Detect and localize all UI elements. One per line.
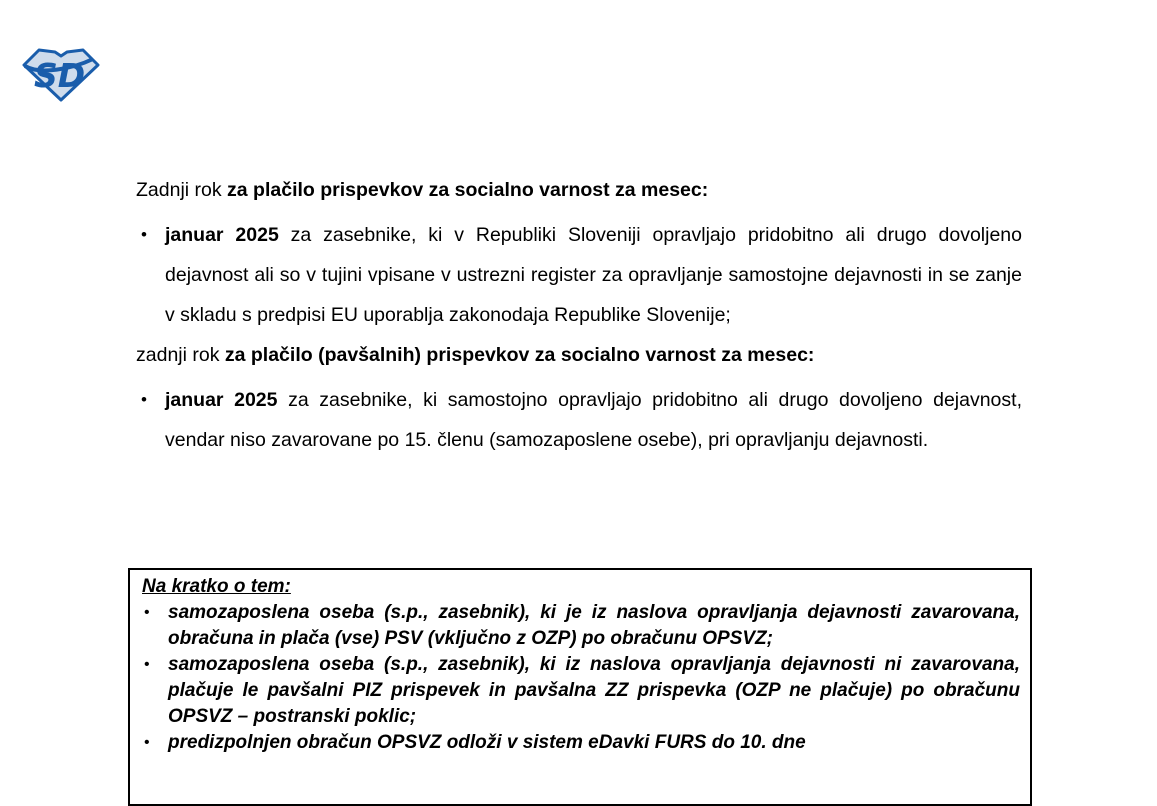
info-box-item: [142, 652, 1020, 730]
heading2-bold: za plačilo (pavšalnih) prispevkov za socialno varnost za mesec:: [224, 344, 815, 366]
info-box-item-text: samozaposlena oseba (s.p., zasebnik), ki iz naslova opravljanja dejavnosti ni zavarovana, plačuje le pavšalni PIZ prispevek in pavšalna ZZ prispevka (OZP ne plačuje) po obračunu OPSVZ – postranski poklic;: [168, 654, 1020, 727]
list-item-january-flatrate: [136, 380, 1022, 460]
info-box-title: Na kratko o tem:: [142, 576, 291, 597]
bullet2-text: za zasebnike, ki samostojno opravljajo pridobitno ali drugo dovoljeno dejavnost, vendar niso zavarovane po 15. členu (samozaposlene osebe), pri opravljanju dejavnosti.: [165, 389, 1022, 451]
deadline-heading-2: [136, 335, 1022, 375]
bullet-icon: •: [141, 225, 147, 244]
bullet-icon: •: [141, 390, 147, 409]
info-box-item: [142, 730, 1020, 756]
heading2-lead: zadnji rok: [136, 344, 225, 366]
info-box-item: [142, 600, 1020, 652]
bullet-icon: •: [144, 734, 150, 751]
bullet-icon: •: [144, 604, 150, 621]
bullet-icon: •: [144, 656, 150, 673]
list-item-january-private: [136, 215, 1022, 335]
bullet1-month: januar 2025: [165, 224, 279, 246]
summary-info-box: [128, 568, 1032, 806]
bullet2-month: januar 2025: [165, 389, 278, 411]
heading1-lead: Zadnji rok: [136, 179, 228, 201]
heading1-bold: za plačilo prispevkov za socialno varnost za mesec:: [227, 179, 709, 201]
info-box-item-text: samozaposlena oseba (s.p., zasebnik), ki je iz naslova opravljanja dejavnosti zavarovana, obračuna in plača (vse) PSV (vključno z OZP) po obračunu OPSVZ;: [168, 602, 1020, 649]
company-logo: [22, 47, 100, 102]
info-box-item-text: predizpolnjen obračun OPSVZ odloži v sistem eDavki FURS do 10. dne: [168, 732, 806, 753]
bullet1-text: za zasebnike, ki v Republiki Sloveniji opravljajo pridobitno ali drugo dovoljeno dejavnost ali so v tujini vpisane v ustrezni register za opravljanje samostojne dejavnosti in se zanje v skladu s predpisi EU uporablja zakonodaja Republike Slovenije;: [165, 224, 1022, 326]
document-body: [136, 170, 1022, 460]
deadline-heading-1: [136, 170, 1022, 210]
logo-letters: SD: [34, 56, 86, 95]
sd-logo-icon: [22, 47, 100, 102]
